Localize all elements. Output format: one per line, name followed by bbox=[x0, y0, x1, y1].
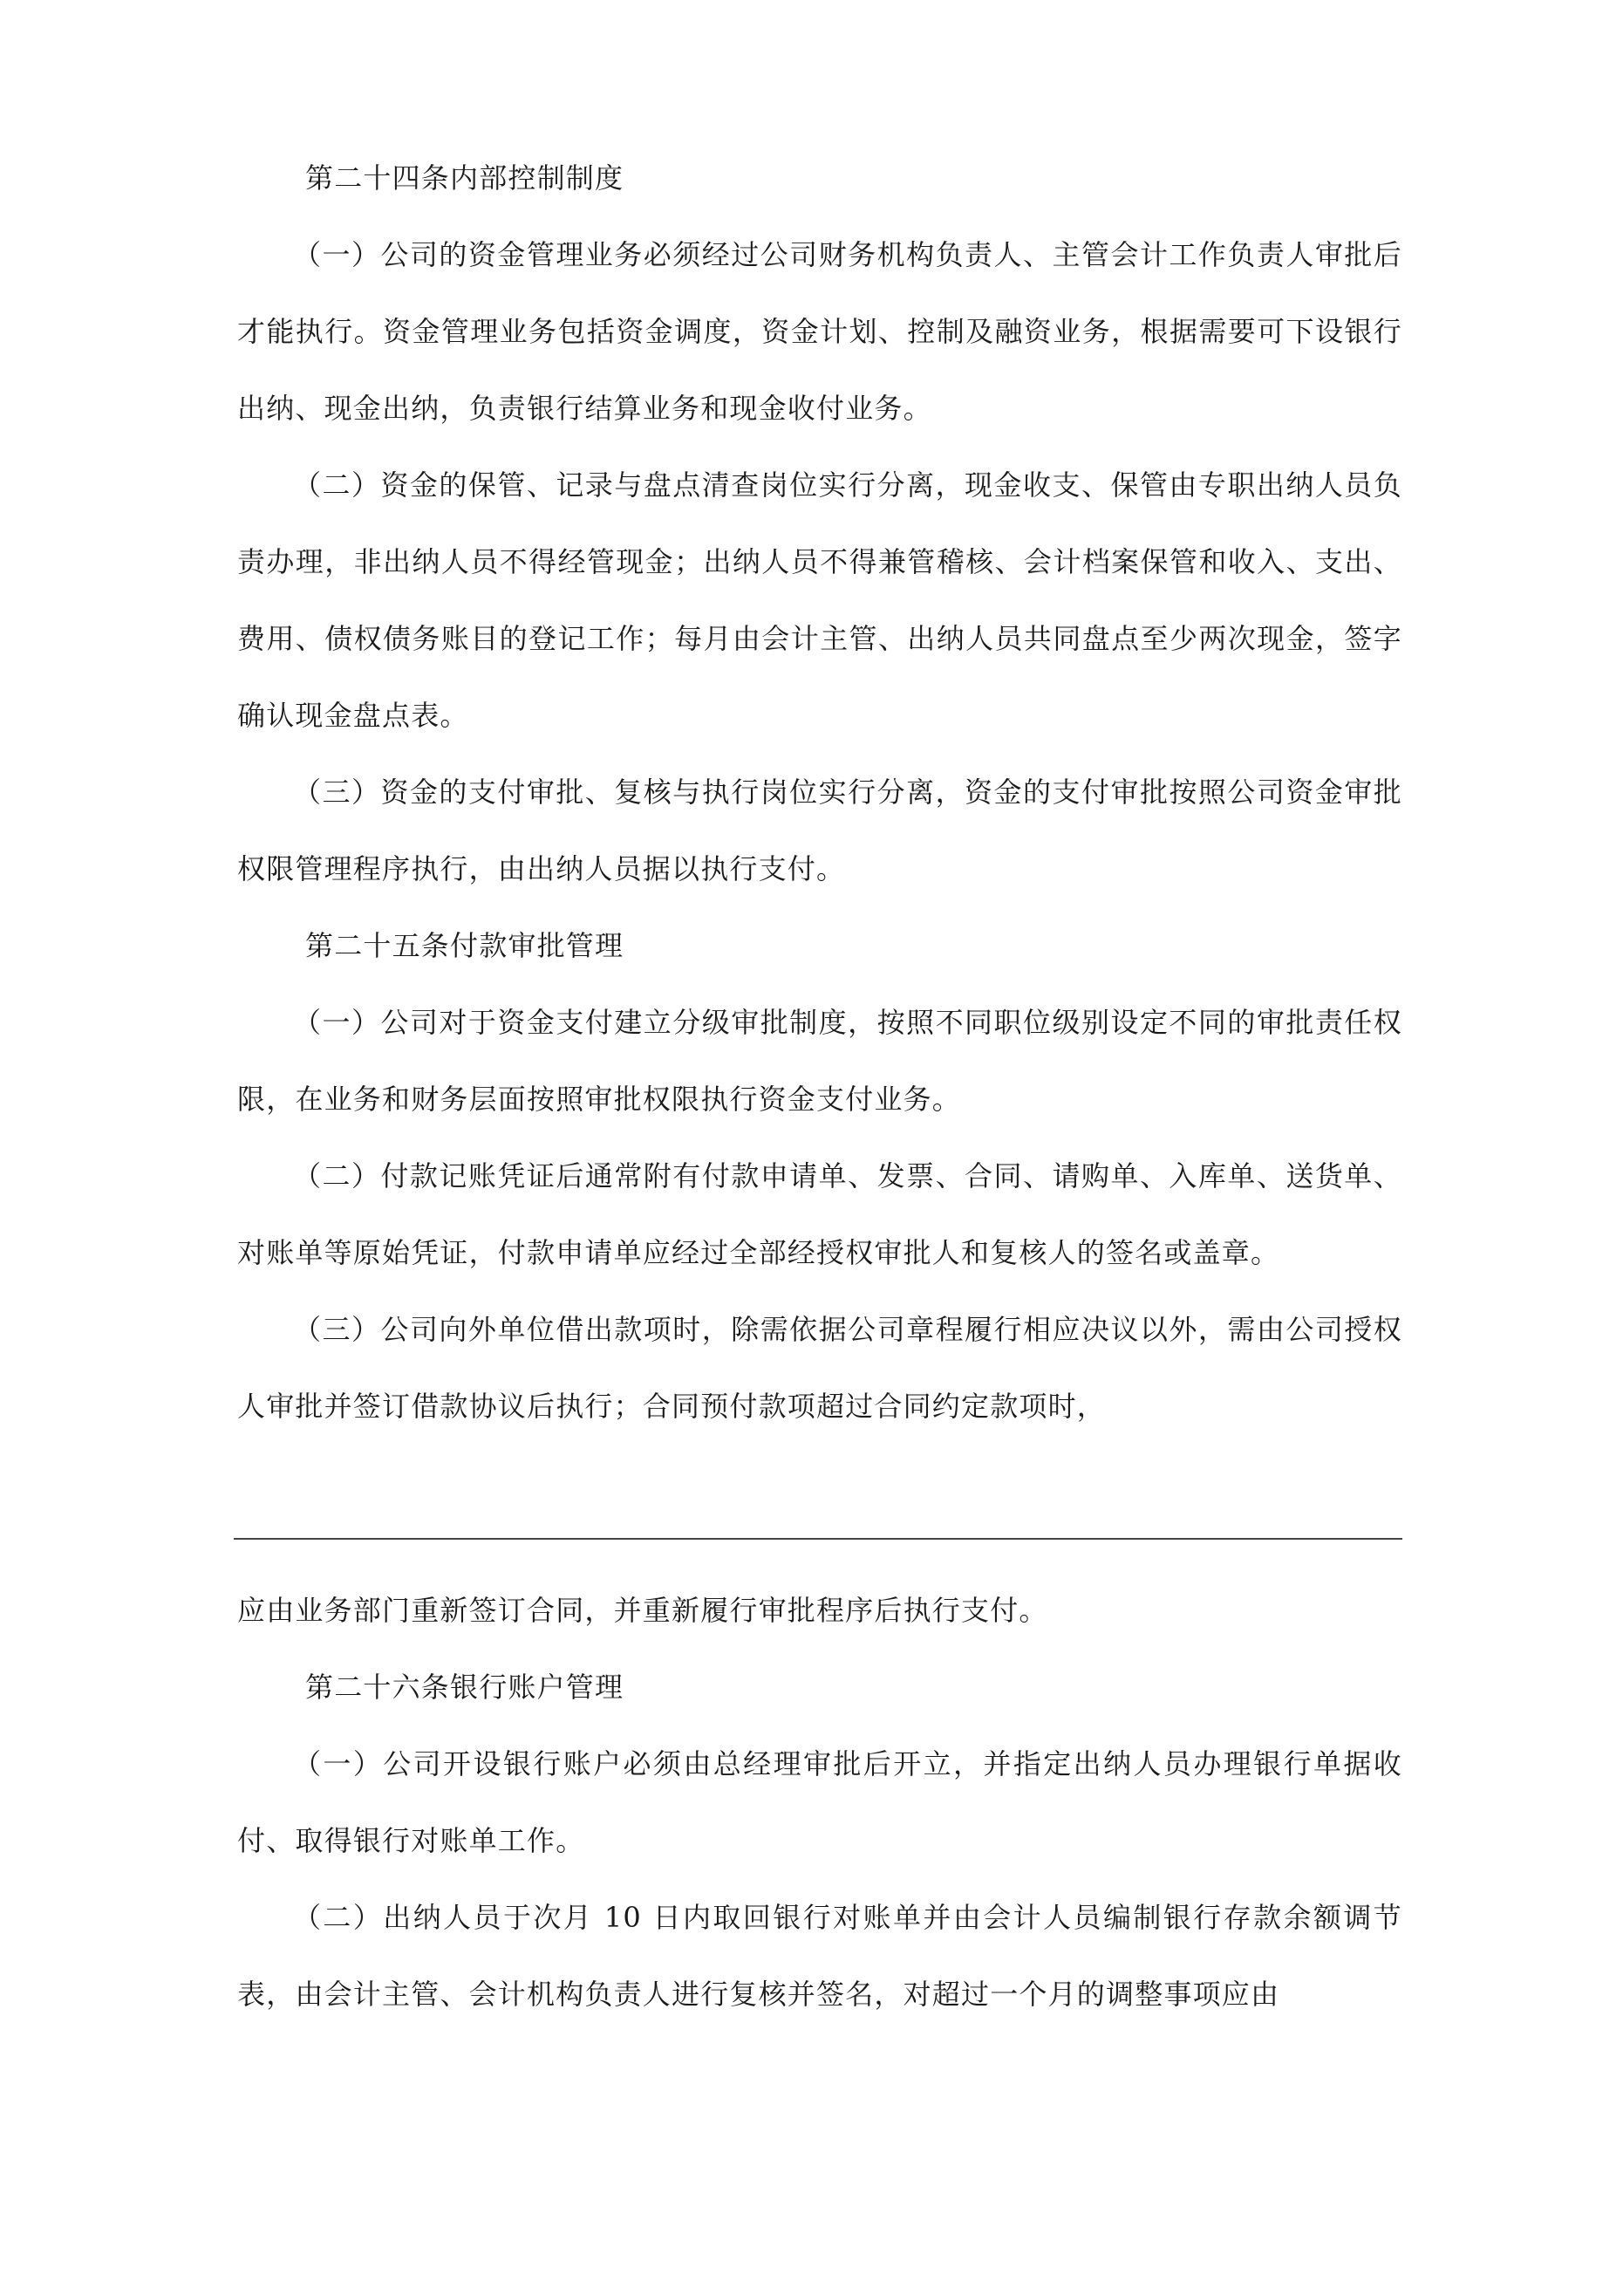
article-25-title: 第二十五条付款审批管理 bbox=[305, 929, 624, 962]
article-25-item-3: （三）公司向外单位借出款项时，除需依据公司章程履行相应决议以外，需由公司授权人审批并签订借款协议后执行；合同预付款项超过合同约定款项时， bbox=[237, 1313, 1402, 1423]
article-24-item-1: （一）公司的资金管理业务必须经过公司财务机构负责人、主管会计工作负责人审批后才能执行。资金管理业务包括资金调度，资金计划、控制及融资业务，根据需要可下设银行出纳、现金出纳，负责银行结算业务和现金收付业务。 bbox=[237, 238, 1402, 425]
article-24-title: 第二十四条内部控制制度 bbox=[305, 161, 624, 195]
article-26-item-2: （二）出纳人员于次月 10 日内取回银行对账单并由会计人员编制银行存款余额调节表，由会计主管、会计机构负责人进行复核并签名，对超过一个月的调整事项应由 bbox=[237, 1901, 1402, 2011]
article-25-item-1: （一）公司对于资金支付建立分级审批制度，按照不同职位级别设定不同的审批责任权限，在业务和财务层面按照审批权限执行资金支付业务。 bbox=[237, 1006, 1402, 1116]
article-26-title: 第二十六条银行账户管理 bbox=[305, 1671, 624, 1704]
article-24-item-2: （二）资金的保管、记录与盘点清查岗位实行分离，现金收支、保管由专职出纳人员负责办理，非出纳人员不得经管现金；出纳人员不得兼管稽核、会计档案保管和收入、支出、费用、债权债务账目的登记工作；每月由会计主管、出纳人员共同盘点至少两次现金，签字确认现金盘点表。 bbox=[237, 468, 1402, 732]
page-section-top bbox=[237, 140, 1402, 1445]
article-25-item-2: （二）付款记账凭证后通常附有付款申请单、发票、合同、请购单、入库单、送货单、对账单等原始凭证，付款申请单应经过全部经授权审批人和复核人的签名或盖章。 bbox=[237, 1159, 1402, 1269]
continuation-text: 应由业务部门重新签订合同，并重新履行审批程序后执行支付。 bbox=[237, 1594, 1048, 1627]
article-26-item-1: （一）公司开设银行账户必须由总经理审批后开立，并指定出纳人员办理银行单据收付、取得银行对账单工作。 bbox=[237, 1747, 1402, 1857]
article-24-item-3: （三）资金的支付审批、复核与执行岗位实行分离，资金的支付审批按照公司资金审批权限管理程序执行，由出纳人员据以执行支付。 bbox=[237, 776, 1402, 885]
page-break-divider bbox=[234, 1538, 1402, 1540]
page-section-bottom bbox=[237, 1572, 1402, 2033]
